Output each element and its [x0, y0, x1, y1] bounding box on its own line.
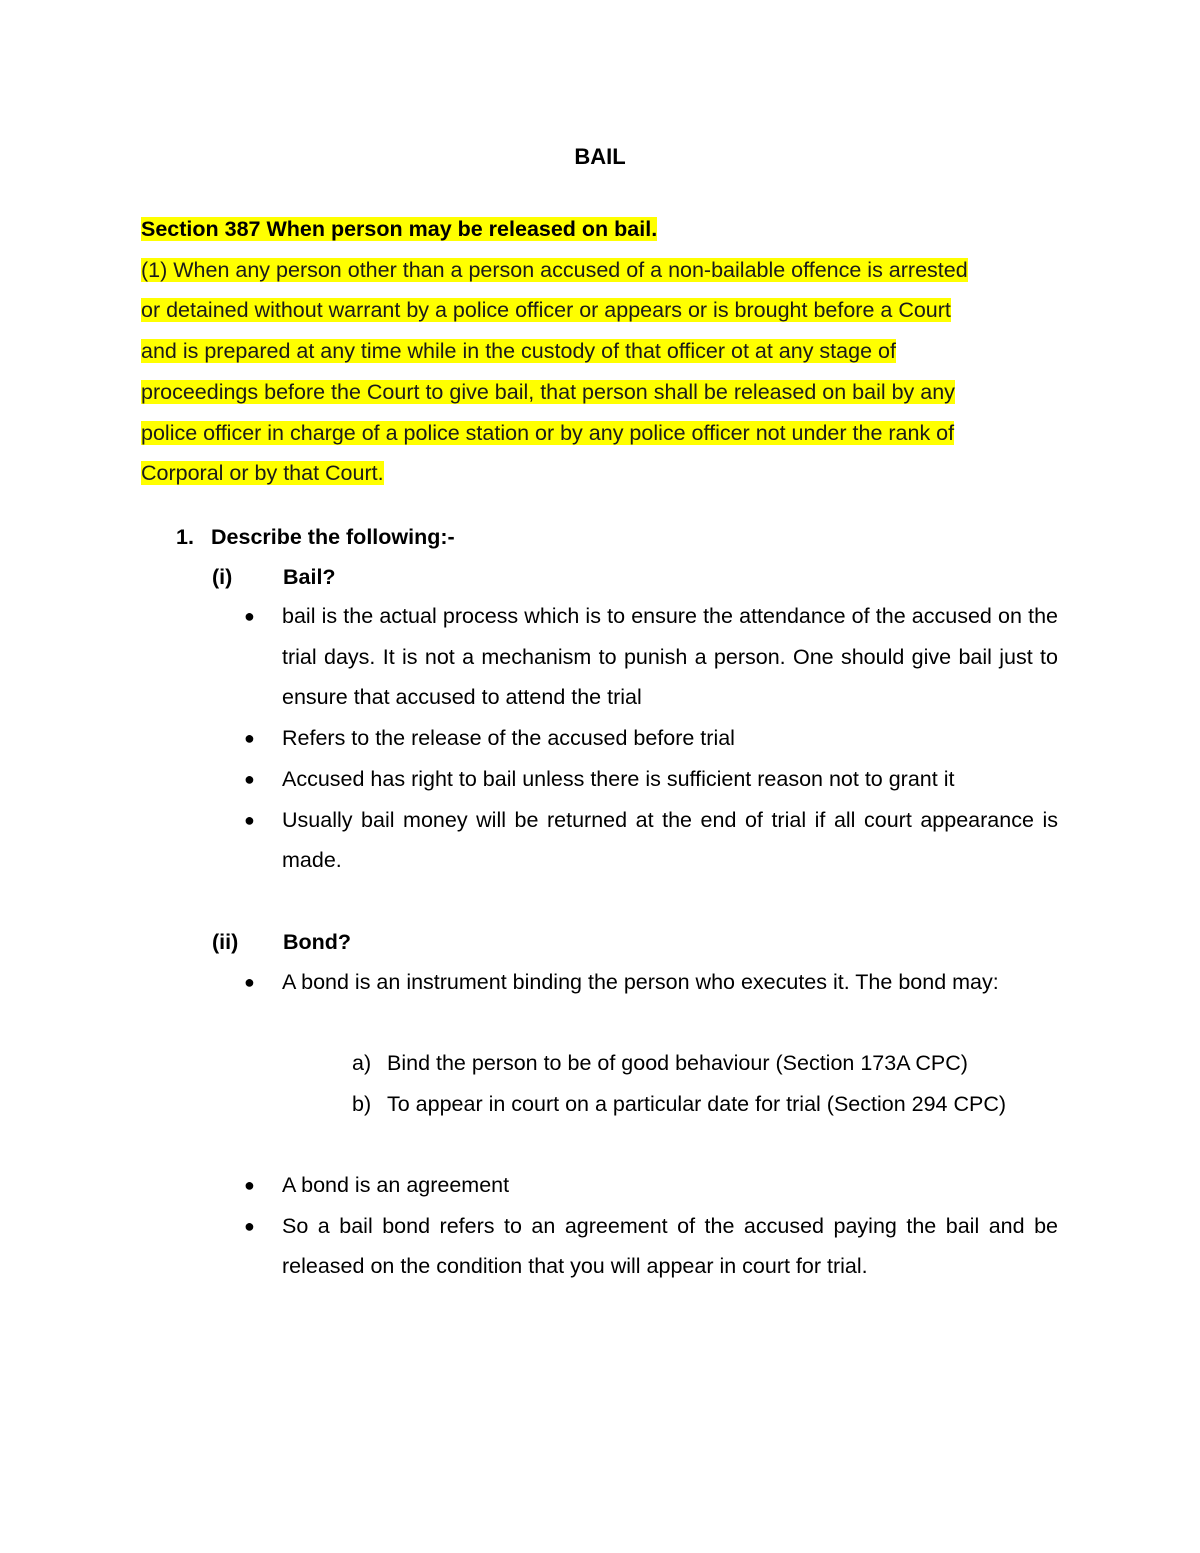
section-body-line-5: police officer in charge of a police station or by any police officer not under the rank of [141, 420, 955, 445]
section-body-line-4: proceedings before the Court to give bail, that person shall be released on bail by any [141, 379, 955, 404]
part-i-label: (i) [212, 565, 233, 589]
bullet-icon: ● [244, 606, 255, 626]
section-387-block [141, 209, 1061, 494]
bullet-text: Accused has right to bail unless there is sufficient reason not to grant it [282, 766, 955, 791]
part-ii-title: Bond? [283, 930, 352, 954]
part-ii-sub-list [352, 1043, 1058, 1124]
section-body-line-3: and is prepared at any time while in the custody of that officer ot at any stage of [141, 339, 896, 364]
list-item [244, 1165, 1058, 1206]
section-body-line-2: or detained without warrant by a police officer or appears or is brought before a Court [141, 298, 951, 323]
question-1 [176, 521, 455, 553]
sub-item-text: Bind the person to be of good behaviour (Section 173A CPC) [387, 1051, 968, 1075]
bullet-icon: ● [244, 1175, 255, 1195]
list-item [244, 962, 1058, 1003]
document-title: BAIL [574, 144, 626, 169]
part-ii-bullet-list-2 [244, 1165, 1058, 1287]
bullet-icon: ● [244, 809, 255, 830]
part-i-heading [212, 561, 336, 593]
bullet-icon: ● [244, 768, 255, 789]
sub-item-text: To appear in court on a particular date for trial (Section 294 CPC) [387, 1091, 1007, 1116]
bullet-icon: ● [244, 1215, 255, 1236]
section-body-line-1: (1) When any person other than a person accused of a non-bailable offence is arrested [141, 257, 968, 282]
bullet-icon: ● [244, 972, 255, 992]
part-ii-label: (ii) [212, 930, 239, 954]
sub-item-label: a) [352, 1051, 372, 1075]
bullet-text: A bond is an agreement [282, 1173, 510, 1197]
bullet-text: bail is the actual process which is to ensure the attendance of the accused on the trial days. It is not a mechanism to punish a person. One should give bail just to ensure that accused to attend the trial [282, 604, 1058, 710]
list-item [352, 1084, 1058, 1125]
part-i-title: Bail? [283, 565, 336, 589]
list-item [244, 718, 1058, 759]
bullet-text: A bond is an instrument binding the person who executes it. The bond may: [282, 970, 999, 994]
part-ii-bullet-list-1 [244, 962, 1058, 1003]
list-item [352, 1043, 1058, 1084]
part-i-bullet-list [244, 596, 1058, 881]
list-item [244, 596, 1058, 718]
bullet-icon: ● [244, 728, 255, 749]
bullet-text: Refers to the release of the accused before trial [282, 726, 735, 751]
sub-item-label: b) [352, 1091, 372, 1116]
section-body-line-6: Corporal or by that Court. [141, 461, 384, 486]
bullet-text: Usually bail money will be returned at the end of trial if all court appearance is made. [282, 807, 1058, 873]
list-item [244, 800, 1058, 881]
bullet-text: So a bail bond refers to an agreement of the accused paying the bail and be released on the condition that you will appear in court for trial. [282, 1213, 1058, 1279]
list-item [244, 759, 1058, 800]
section-heading: Section 387 When person may be released on bail. [141, 217, 658, 241]
part-ii-heading [212, 926, 351, 958]
question-number: 1. [176, 525, 194, 549]
list-item [244, 1206, 1058, 1287]
question-text: Describe the following:- [211, 525, 455, 549]
